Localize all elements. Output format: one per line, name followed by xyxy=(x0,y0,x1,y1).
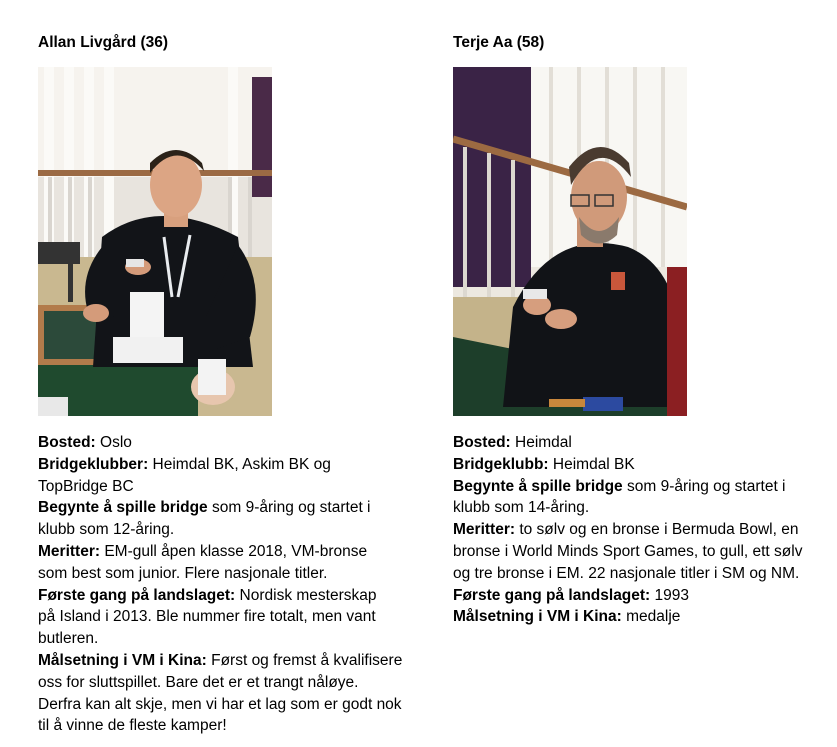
bio-clubs: Bridgeklubb: Heimdal BK xyxy=(453,455,635,473)
player-name: Allan Livgård (36) xyxy=(38,34,169,51)
bio-clubs: Bridgeklubber: Heimdal BK, Askim BK og TopBridge BC xyxy=(38,455,331,495)
player-photo xyxy=(38,67,272,416)
bio-goal: Målsetning i VM i Kina: Først og fremst å kvalifisere oss for sluttspillet. Bare det er et trangt nåløye. Derfra kan alt skje, men vi har et lag som er godt nok til å vinne de fleste kamper! xyxy=(38,651,403,735)
player-photo xyxy=(453,67,687,416)
bio-merits: Meritter: EM-gull åpen klasse 2018, VM-bronse som best som junior. Flere nasjonale titler. xyxy=(38,542,368,582)
player-bio xyxy=(453,432,821,628)
bio-goal: Målsetning i VM i Kina: medalje xyxy=(453,608,681,626)
bio-started: Begynte å spille bridge som 9-åring og startet i klubb som 14-åring. xyxy=(453,477,786,517)
bio-bosted: Bosted: Oslo xyxy=(38,434,132,451)
bio-bosted: Bosted: Heimdal xyxy=(453,434,572,451)
player-bio xyxy=(38,432,403,737)
bio-first-time: Første gang på landslaget: 1993 xyxy=(453,586,690,604)
player-name: Terje Aa (58) xyxy=(453,34,545,51)
bio-started: Begynte å spille bridge som 9-åring og startet i klubb som 12-åring. xyxy=(38,499,371,539)
bio-merits: Meritter: to sølv og en bronse i Bermuda Bowl, en bronse i World Minds Sport Games, to gull, ett sølv og tre bronse i EM. 22 nasjonale titler i SM og NM. xyxy=(453,521,803,582)
bio-first-time: Første gang på landslaget: Nordisk mesterskap på Island i 2013. Ble nummer fire totalt, men vant butleren. xyxy=(38,586,377,648)
